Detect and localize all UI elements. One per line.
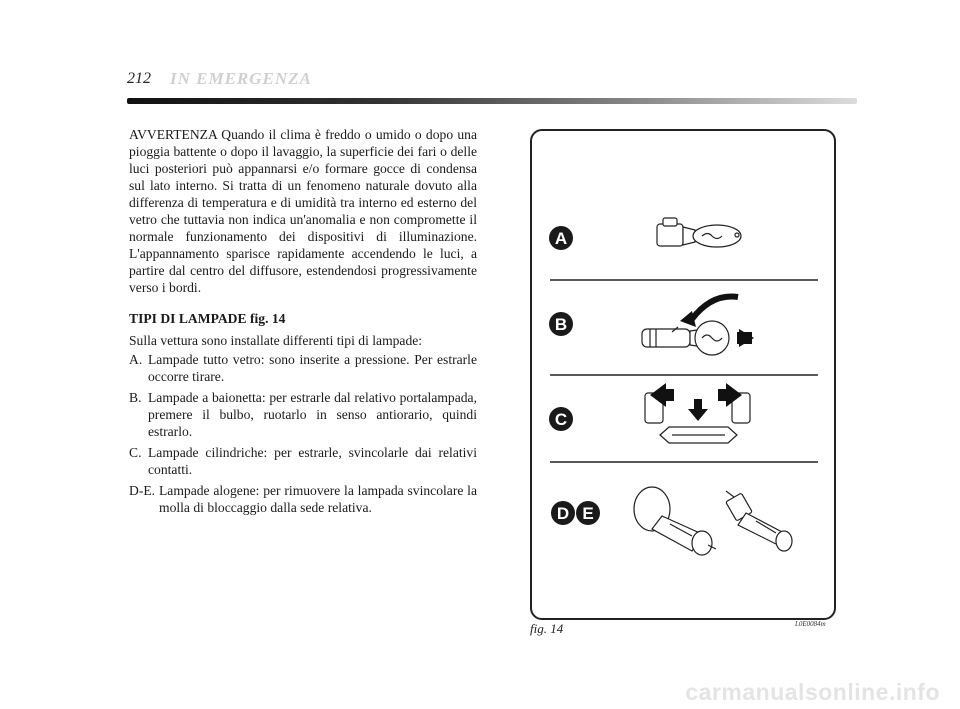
lamp-item-de [129, 482, 477, 516]
page-number: 212 [127, 70, 151, 87]
figure-caption: fig. 14 [530, 621, 564, 636]
warning-paragraph: AVVERTENZA Quando il clima è freddo o umido o dopo una pioggia battente o dopo il lavaggio, la superficie dei fari o delle luci posteriori può appannarsi e/o formare gocce di condensa sul lato interno. Si tratta di un fenomeno naturale dovuto alla differenza di temperatura e di umidità tra interno ed esterno del vetro che tuttavia non indica un'anomalia e non compromette il normale funzionamento dei dispositivi di illuminazione. L'appannamento sparisce rapidamente accendendo le luci, a partire dal centro del diffusore, estendendosi progressivamente verso i bordi. [129, 127, 477, 295]
page-header [127, 70, 857, 110]
label-e [576, 501, 600, 525]
item-letter: A. [129, 352, 143, 367]
lamp-item-b [129, 389, 477, 440]
item-letter: D-E. [129, 483, 156, 498]
lamp-item-a [129, 351, 477, 385]
label-a [549, 226, 573, 250]
lamp-types-intro: Sulla vettura sono installate differenti tipi di lampade: [129, 333, 423, 348]
watermark: carmanualsonline.info [685, 679, 940, 705]
svg-text:A: A [554, 229, 568, 248]
svg-text:E: E [582, 504, 594, 523]
figure-14 [530, 129, 836, 620]
bayonet-bulb-icon [642, 321, 729, 355]
label-b [549, 312, 573, 336]
down-arrow-icon [688, 399, 708, 421]
svg-text:B: B [554, 315, 568, 334]
lamp-types-heading: TIPI DI LAMPADE fig. 14 [129, 311, 286, 326]
figure-code: L0E0084m [795, 620, 826, 628]
lamp-item-c [129, 444, 477, 478]
item-letter: B. [129, 390, 142, 405]
section-title: IN EMERGENZA [170, 69, 312, 88]
label-c [549, 407, 573, 431]
header-rule [127, 98, 857, 104]
svg-text:C: C [554, 410, 568, 429]
wedge-bulb-icon [657, 218, 741, 247]
text-column [129, 126, 477, 520]
item-text: Lampade tutto vetro: sono inserite a pressione. Per estrarle occorre tirare. [148, 352, 477, 384]
item-text: Lampade cilindriche: per estrarle, svincolarle dai relativi contatti. [148, 445, 477, 477]
item-letter: C. [129, 445, 142, 460]
push-arrow-shaft [737, 332, 752, 344]
item-text: Lampade alogene: per rimuovere la lampada svincolare la molla di bloccaggio dalla sede relativa. [159, 483, 477, 515]
lamp-illustration [532, 131, 834, 618]
label-d [551, 501, 575, 525]
halogen-bulb-e-icon [726, 491, 792, 551]
rotate-arrow-icon [692, 296, 738, 319]
item-text: Lampade a baionetta: per estrarle dal relativo portalampada, premere il bulbo, ruotarlo in senso antiorario, quindi estrarlo. [148, 390, 477, 439]
svg-text:D: D [556, 504, 570, 523]
halogen-bulb-d-icon [634, 487, 716, 555]
